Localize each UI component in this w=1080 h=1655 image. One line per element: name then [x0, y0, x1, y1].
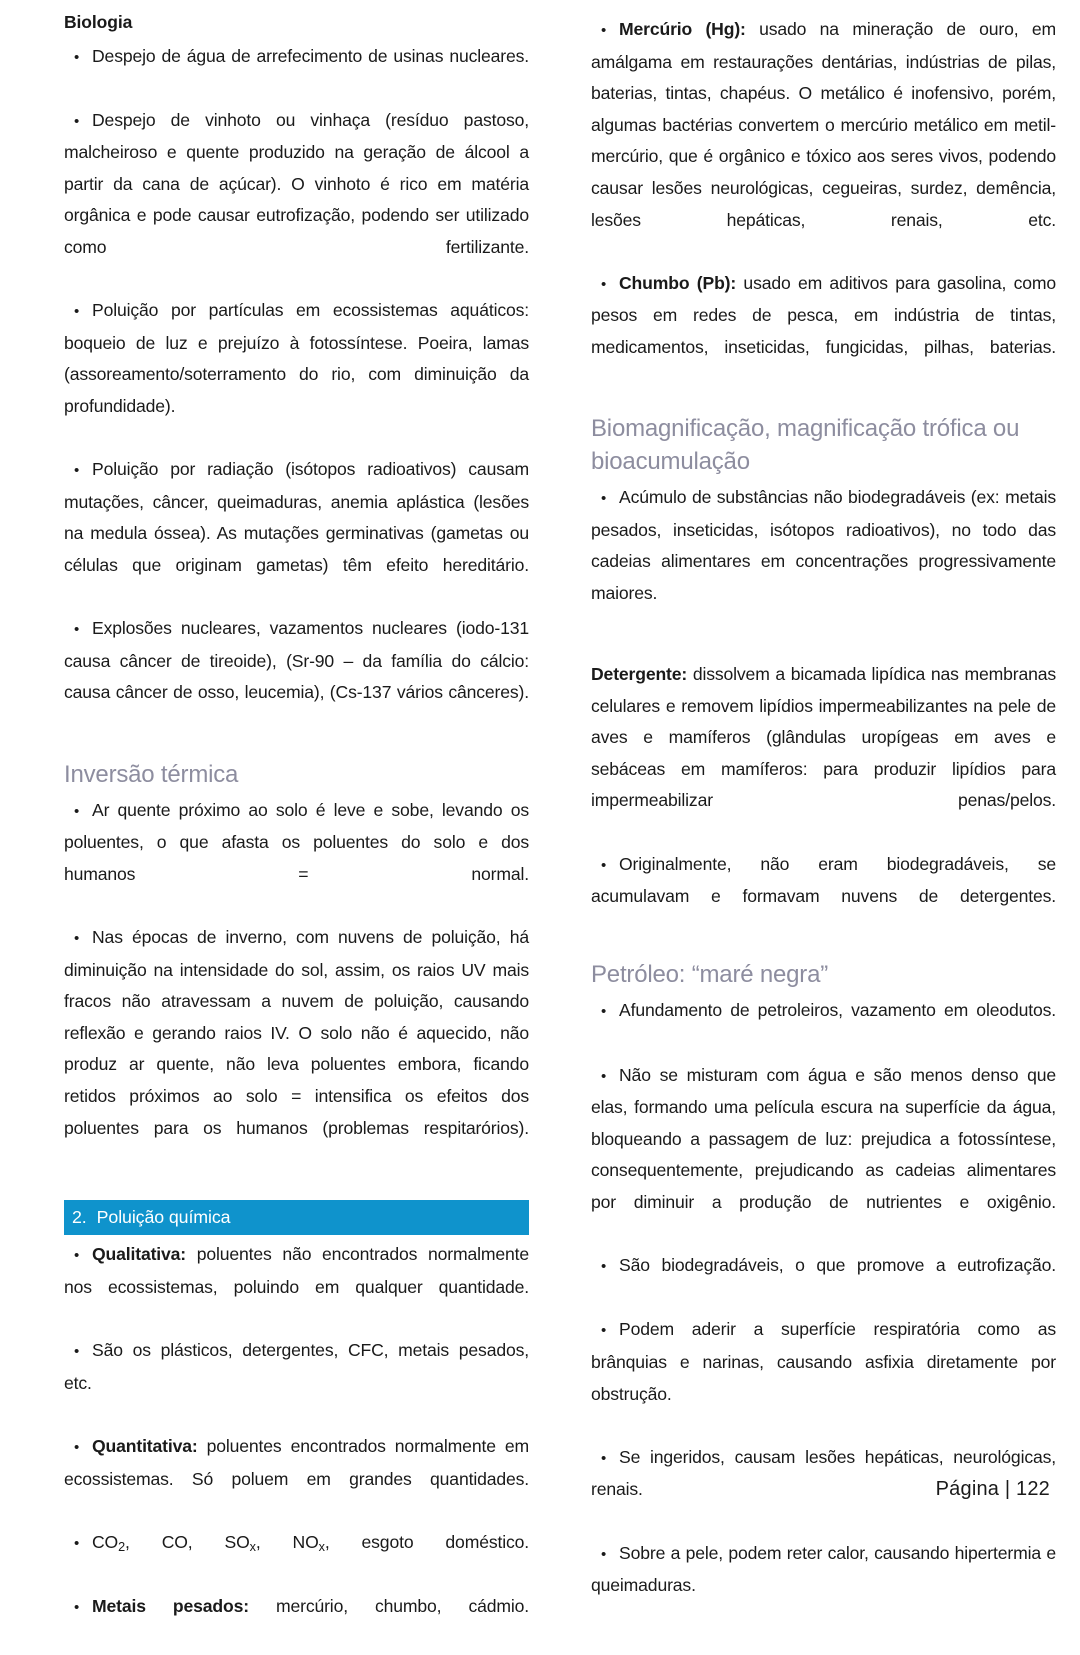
paragraph-spacer: [591, 641, 1056, 659]
section-heading-biomagnificacao: Biomagnificação, magnificação trófica ou bioacumulação: [591, 415, 1020, 476]
list-item-text: Podem aderir a superfície respiratória como as brânquias e narinas, causando asfixia diretamente por obstrução.: [591, 1319, 1056, 1404]
page-footer: Página | 122: [935, 1478, 1050, 1500]
bullet-marker: •: [601, 1258, 607, 1276]
list-item-text: mercúrio, chumbo, cádmio.: [248, 1596, 529, 1617]
bullet-marker: •: [601, 1003, 607, 1021]
list-item: [64, 105, 529, 296]
right-column: [591, 14, 1056, 1655]
list-item-text: São biodegradáveis, o que promove a eutrofização.: [619, 1255, 1056, 1276]
bullet-marker: •: [601, 275, 607, 293]
bullet-marker: •: [601, 490, 607, 508]
list-item: [64, 613, 529, 740]
list-item: [64, 795, 529, 922]
list-item-lead: Quantitativa:: [92, 1436, 198, 1457]
list-item-text: Acúmulo de substâncias não biodegradáveis (ex: metais pesados, inseticidas, isótopos radioativos), no todo das cadeias alimentares em concentrações progressivamente maiores.: [591, 487, 1056, 603]
list-item: [591, 268, 1056, 395]
list-item: [591, 849, 1056, 945]
list-item: [591, 1538, 1056, 1634]
list-item-text: Não se misturam com água e são menos denso que elas, formando uma película escura na superfície da água, bloqueando a passagem de luz: prejudica a fotossíntese, consequentemente, prejudicando as cadeias alimentares por diminuir a produção de nutrientes e oxigênio.: [591, 1064, 1056, 1212]
list-item: [64, 1335, 529, 1431]
bullet-marker: •: [74, 48, 80, 66]
list-item-text: usado em aditivos para gasolina, como pesos em redes de pesca, em indústria de tintas, medicamentos, inseticidas, fungicidas, pilhas, baterias.: [591, 272, 1057, 357]
bullet-marker: •: [601, 22, 607, 39]
bullet-marker: •: [74, 1247, 80, 1265]
section-heading-inversao-termica: Inversão térmica: [64, 760, 239, 788]
list-item-text: Explosões nucleares, vazamentos nucleares (iodo-131 causa câncer de tireoide), (Sr-90 – da família do cálcio: causa câncer de osso, leucemia), (Cs-137 vários cânceres).: [64, 618, 529, 703]
list-item-text: Originalmente, não eram biodegradáveis, se acumulavam e formavam nuvens de detergentes.: [591, 853, 1056, 907]
bullet-marker: •: [74, 112, 80, 130]
list-item-text: Despejo de água de arrefecimento de usinas nucleares.: [92, 45, 529, 66]
list-item: [591, 1250, 1056, 1314]
bullet-marker: •: [601, 1545, 607, 1563]
section-number: 2.: [72, 1206, 87, 1227]
list-item: [64, 41, 529, 105]
bullet-marker: •: [74, 1534, 80, 1552]
bullet-marker: •: [74, 303, 80, 321]
bullet-marker: •: [601, 1449, 607, 1467]
list-item-text: usado na mineração de ouro, em amálgama em restaurações dentárias, indústrias de pilas, baterias, tintas, chapéus. O metálico é inofensivo, porém, algumas bactérias convertem o mercúrio metálico em metil-mercúrio, que é orgânico e tóxico aos seres vivos, podendo causar lesões neurológicas, cegueiras, surdez, demência, lesões hepáticas, renais, etc.: [591, 19, 1056, 230]
bullet-marker: •: [74, 1343, 80, 1361]
bullet-marker: •: [74, 621, 80, 639]
bullet-marker: •: [74, 1439, 80, 1457]
list-item: [64, 1591, 529, 1655]
list-item: [64, 922, 529, 1176]
list-item-formula: [64, 1527, 529, 1591]
list-item-text: poluentes encontrados normalmente em ecossistemas. Só poluem em grandes quantidades.: [64, 1436, 529, 1489]
list-item: [64, 295, 529, 454]
left-column: [64, 14, 529, 1655]
bullet-marker: •: [601, 1322, 607, 1340]
list-item: [591, 14, 1056, 268]
list-item-text: Despejo de vinhoto ou vinhaça (resíduo pastoso, malcheiroso e quente produzido na geração de álcool a partir da cana de açúcar). O vinhoto é rico em matéria orgânica e pode causar eutrofização, podendo ser utilizado como fertilizante.: [64, 109, 529, 258]
definition-term: Detergente:: [591, 664, 688, 685]
list-item-lead: Metais pesados:: [92, 1596, 249, 1617]
bullet-marker: •: [74, 929, 80, 947]
section-heading-poluicao-quimica: [64, 1200, 529, 1236]
list-item-text: Se ingeridos, causam lesões hepáticas, neurológicas, renais.: [591, 1446, 1056, 1500]
list-item-lead: Chumbo (Pb):: [619, 272, 737, 293]
list-item: [591, 1060, 1056, 1251]
definition-paragraph-detergente: [591, 659, 1056, 849]
list-item-text: Sobre a pele, podem reter calor, causando hipertermia e queimaduras.: [591, 1542, 1056, 1596]
list-item: [64, 1431, 529, 1527]
formula-subscript: 2: [118, 1539, 125, 1554]
bullet-marker: •: [74, 802, 80, 820]
list-item: [64, 1239, 529, 1335]
list-item: [591, 482, 1056, 641]
list-item-text: $CO_2$, CO, $SO_x$, $NO_x$, esgoto doméstico.: [92, 1531, 529, 1554]
bullet-marker: •: [74, 1599, 80, 1617]
list-item-text: poluentes não encontrados normalmente nos ecossistemas, poluindo em qualquer quantidade.: [64, 1244, 529, 1298]
list-item-text: Poluição por partículas em ecossistemas aquáticos: boqueio de luz e prejuízo à fotossíntese. Poeira, lamas (assoreamento/soterramento do rio, com diminuição da profundidade).: [64, 300, 529, 417]
list-item-text: São os plásticos, detergentes, CFC, metais pesados, etc.: [64, 1340, 529, 1393]
bullet-marker: •: [74, 462, 80, 480]
formula-subscript: x: [318, 1539, 325, 1554]
bullet-marker: •: [601, 856, 607, 874]
section-heading-petroleo: Petróleo: “maré negra”: [591, 961, 829, 989]
list-item-text: Ar quente próximo ao solo é leve e sobe, levando os poluentes, o que afasta os poluentes do solo e dos humanos = normal.: [64, 799, 529, 884]
list-item-text: Afundamento de petroleiros, vazamento em oleodutos.: [619, 1000, 1056, 1021]
list-item-lead: Mercúrio (Hg):: [619, 19, 746, 39]
subject-label: Biologia: [64, 12, 133, 32]
bullet-marker: •: [601, 1067, 607, 1085]
two-column-body: [64, 14, 1056, 1655]
list-item: [591, 995, 1056, 1059]
list-item: [64, 454, 529, 613]
list-item: [591, 1314, 1056, 1441]
formula-subscript: x: [249, 1539, 256, 1554]
list-item-lead: Qualitativa:: [92, 1244, 187, 1265]
list-item-text: Nas épocas de inverno, com nuvens de poluição, há diminuição na intensidade do sol, assim, os raios UV mais fracos não atravessam a nuvem de poluição, causando reflexão e gerando raios IV. O solo não é aquecido, não produz ar quente, não leva poluentes embora, ficando retidos próximos ao solo = intensifica os efeitos dos poluentes para os humanos (problemas respitarórios).: [64, 926, 529, 1138]
list-item-text: Poluição por radiação (isótopos radioativos) causam mutações, câncer, queimaduras, anemia aplástica (lesões na medula óssea). As mutações germinativas (gametas ou células que originam gametas) têm efeito hereditário.: [64, 459, 529, 575]
section-heading-text: Poluição química: [96, 1206, 231, 1227]
definition-text: dissolvem a bicamada lipídica nas membranas celulares e removem lipídios impermeabilizantes na pele de aves e mamíferos (glândulas uropígeas em aves e sebáceas em mamíferos: para produzir lipídios para impermeabilizar penas/pelos.: [591, 664, 1056, 811]
